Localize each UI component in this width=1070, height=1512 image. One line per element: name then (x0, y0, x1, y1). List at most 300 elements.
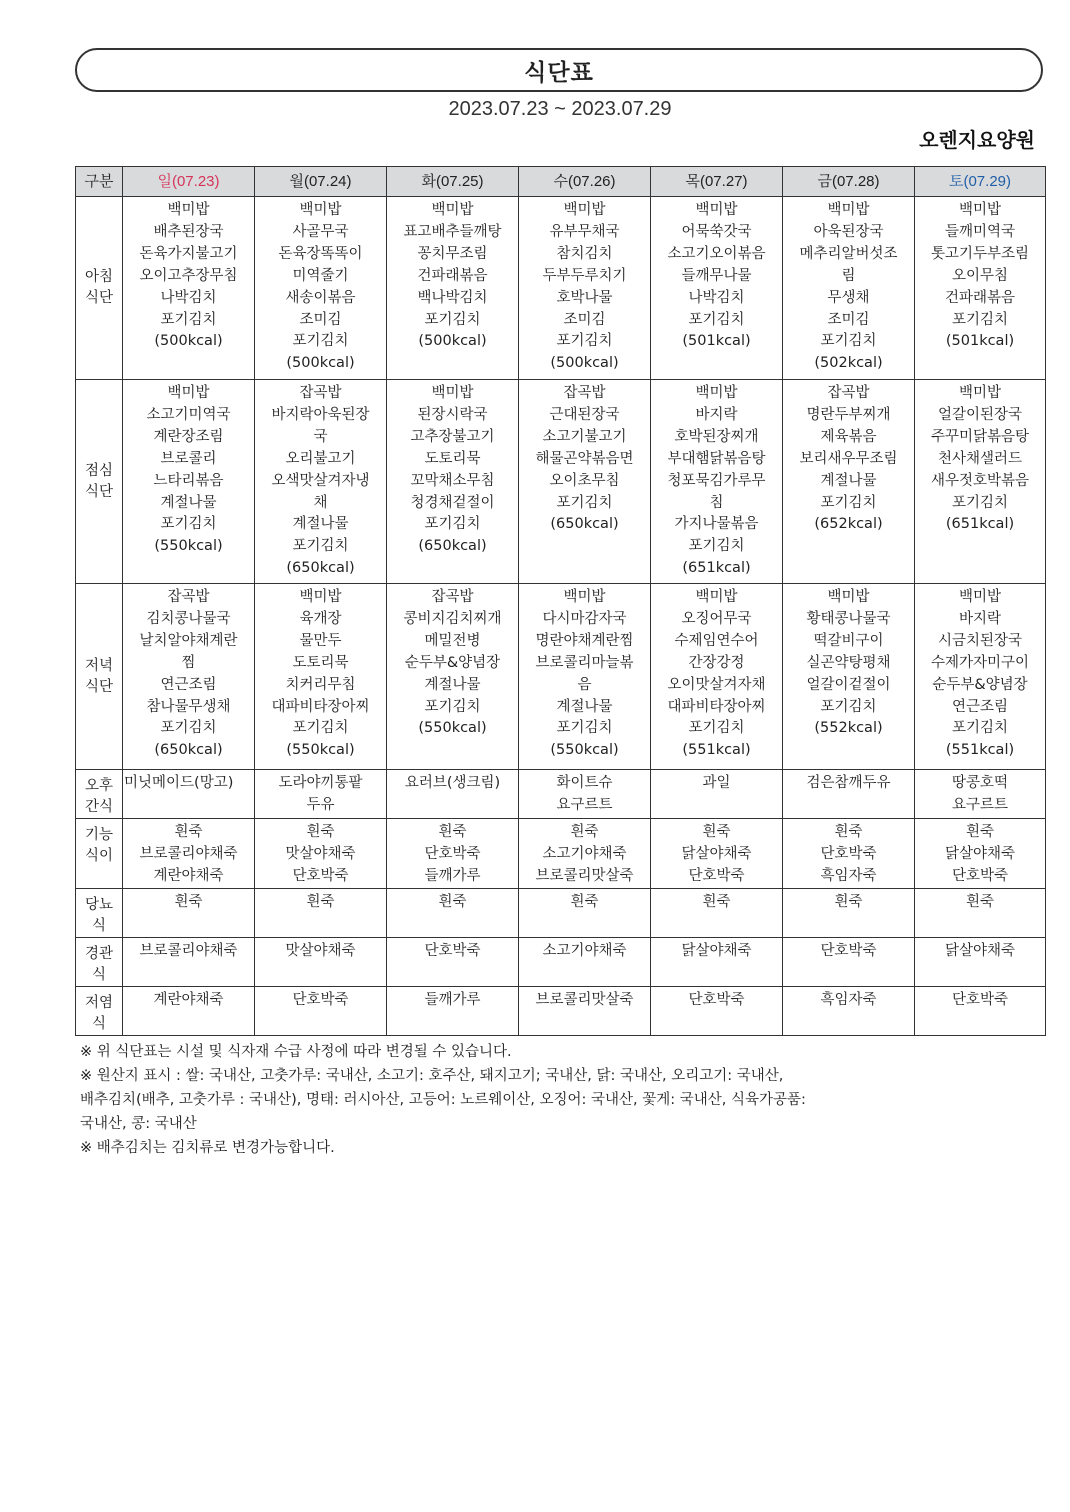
menu-item: 잡곡밥 (563, 385, 606, 401)
menu-item: 포기김치 (688, 538, 745, 555)
menu-item: 단호박죽 (688, 991, 745, 1008)
menu-item: 포기김치 (820, 333, 877, 350)
menu-item: (500kcal) (550, 355, 619, 372)
menu-item: (500kcal) (418, 333, 487, 350)
notes (80, 1040, 1040, 1160)
menu-item: 나박김치 (160, 289, 217, 306)
menu-item: 얼갈이겉절이 (806, 676, 891, 693)
row-label (76, 888, 123, 937)
menu-cell (387, 888, 519, 937)
menu-item: 계란야채죽 (153, 991, 224, 1008)
menu-item: 계절나물 (424, 676, 481, 693)
menu-item: 계란장조림 (153, 428, 224, 445)
menu-item: 백미밥 (563, 202, 606, 218)
menu-cell (783, 819, 915, 889)
menu-item: 조미김 (827, 311, 870, 328)
menu-item: 백미밥 (167, 385, 210, 401)
menu-item: 검은참깨두유 (806, 775, 891, 791)
menu-item: 참나물무생채 (146, 698, 231, 715)
row-label-line: 저염 (84, 994, 113, 1011)
menu-item: 흰죽 (965, 893, 994, 910)
menu-cell (123, 888, 255, 937)
menu-cell (651, 770, 783, 819)
menu-item: 흰죽 (702, 893, 731, 910)
row-label (76, 819, 123, 889)
menu-item: 육개장 (299, 610, 342, 627)
menu-item: 계절나물 (160, 494, 217, 511)
menu-item: 얼갈이된장국 (937, 406, 1023, 423)
menu-item: 요러브(생크림) (404, 775, 501, 791)
menu-cell (915, 937, 1046, 986)
menu-item: 돈육장똑똑이 (278, 245, 363, 262)
menu-item: 닭살야채죽 (681, 845, 752, 862)
row-label-line: 식 (91, 917, 106, 934)
menu-item: 단호박죽 (951, 991, 1009, 1008)
functional-diet-row (76, 819, 1046, 889)
menu-item: 브로콜리마늘볶 (535, 654, 634, 671)
menu-item: (650kcal) (550, 516, 619, 533)
menu-cell (651, 819, 783, 889)
diabetic-diet-row (76, 888, 1046, 937)
menu-cell (519, 986, 651, 1035)
menu-item: 포기김치 (688, 311, 745, 328)
menu-item: 아욱된장국 (813, 223, 884, 240)
menu-item: 두유 (306, 796, 335, 813)
menu-item: 잡곡밥 (167, 589, 210, 605)
menu-item: 들깨미역국 (944, 223, 1016, 240)
menu-item: 포기김치 (424, 311, 481, 328)
menu-table (75, 166, 1046, 1036)
menu-cell (915, 770, 1046, 819)
menu-item: 계절나물 (820, 472, 877, 489)
menu-item: 흰죽 (965, 824, 994, 840)
menu-cell (519, 770, 651, 819)
menu-item: 건파래볶음 (417, 267, 488, 284)
menu-item: 소고기야채죽 (542, 942, 627, 959)
note-line: ※ 원산지 표시 : 쌀: 국내산, 고춧가루: 국내산, 소고기: 호주산, 돼지고기; 국내산, 닭: 국내산, 오리고기: 국내산, (80, 1068, 784, 1084)
note-line: 배추김치(배추, 고춧가루 : 국내산), 명태: 러시아산, 고등어: 노르웨이산, 오징어: 국내산, 꽃게: 국내산, 식육가공품: (80, 1092, 806, 1108)
menu-item: 채 (313, 494, 328, 511)
row-label-line: 식이 (84, 848, 113, 864)
menu-item: 청경채겉절이 (410, 494, 495, 511)
menu-item: 돈육가지불고기 (139, 245, 238, 262)
menu-item: 침 (709, 494, 724, 511)
menu-item: 맛살야채죽 (285, 845, 356, 862)
menu-cell (651, 937, 783, 986)
menu-item: 포기김치 (160, 720, 217, 737)
menu-item: (502kcal) (814, 355, 883, 372)
page-title: 식단표 (524, 59, 594, 86)
menu-item: 단호박죽 (951, 867, 1009, 884)
menu-item: 포기김치 (951, 494, 1009, 511)
menu-item: 황태콩나물국 (806, 610, 891, 627)
menu-item: 포기김치 (556, 333, 613, 350)
menu-item: 백미밥 (827, 202, 870, 218)
menu-item: 실곤약탕평채 (806, 654, 891, 671)
menu-item: 미역줄기 (292, 267, 349, 284)
menu-item: 어묵쑥갓국 (681, 223, 752, 240)
menu-cell (387, 584, 519, 770)
menu-item: 조미김 (563, 311, 606, 328)
menu-item: 떡갈비구이 (813, 632, 884, 649)
menu-item: 참치김치 (556, 245, 613, 262)
date-range: 2023.07.23 ~ 2023.07.29 (448, 98, 672, 120)
menu-item: 톳고기두부조림 (930, 245, 1030, 262)
menu-item: 흑임자죽 (820, 991, 877, 1008)
menu-item: 요구르트 (556, 796, 613, 813)
menu-cell (123, 380, 255, 584)
menu-item: 닭살야채죽 (681, 942, 752, 959)
menu-item: 흰죽 (702, 824, 731, 840)
menu-item: 브로콜리야채죽 (139, 845, 238, 862)
menu-item: 백미밥 (695, 385, 738, 401)
menu-item: 흰죽 (306, 824, 335, 840)
menu-item: 김치콩나물국 (146, 610, 231, 627)
menu-item: 오이초무침 (549, 472, 620, 489)
menu-cell (783, 770, 915, 819)
menu-item: 메추리알버섯조 (799, 245, 898, 262)
menu-item: 단호박죽 (424, 845, 481, 862)
menu-cell (123, 197, 255, 380)
menu-item: 나박김치 (688, 289, 745, 306)
menu-cell (519, 380, 651, 584)
row-label-line: 당뇨 (84, 896, 113, 913)
menu-cell (519, 197, 651, 380)
menu-item: 연근조림 (160, 676, 217, 693)
menu-item: 포기김치 (160, 311, 217, 328)
row-label (76, 770, 123, 819)
menu-item: 백미밥 (958, 589, 1002, 605)
row-label (76, 584, 123, 770)
menu-item: 도토리묵 (292, 654, 349, 671)
row-label-line: 식단 (84, 678, 113, 695)
menu-item: 백미밥 (827, 589, 870, 605)
menu-cell (255, 819, 387, 889)
note-line: ※ 배추김치는 김치류로 변경가능합니다. (80, 1140, 335, 1156)
menu-cell (123, 986, 255, 1035)
menu-item: 소고기야채죽 (542, 845, 627, 862)
row-label-line: 기능 (84, 827, 113, 843)
menu-item: 브로콜리야채죽 (139, 942, 238, 959)
menu-cell (915, 584, 1046, 770)
title-box (75, 48, 1043, 92)
menu-cell (387, 819, 519, 889)
menu-item: 찜 (181, 654, 196, 671)
menu-item: 단호박죽 (820, 845, 877, 862)
row-label-line: 아침 (84, 269, 113, 285)
menu-item: 흰죽 (834, 893, 863, 910)
menu-item: 음 (577, 676, 592, 693)
menu-item: 들깨가루 (424, 991, 481, 1008)
menu-item: 건파래볶음 (944, 289, 1016, 306)
menu-item: (652kcal) (814, 516, 883, 533)
menu-item: 꽁치무조림 (417, 245, 488, 262)
row-label-line: 경관 (84, 945, 113, 962)
menu-item: 닭살야채죽 (944, 845, 1016, 862)
menu-item: 포기김치 (556, 720, 613, 737)
menu-item: 꼬막채소무침 (410, 472, 495, 489)
menu-item: (651kcal) (945, 516, 1015, 533)
menu-item: 오색맛살겨자냉 (271, 472, 370, 489)
row-label (76, 986, 123, 1035)
header-row (76, 167, 1046, 197)
menu-cell (651, 197, 783, 380)
day-header: 수(07.26) (519, 167, 651, 197)
menu-item: 오징어무국 (681, 610, 752, 627)
menu-cell (915, 197, 1046, 380)
menu-item: 백나박김치 (417, 289, 488, 306)
menu-cell (123, 819, 255, 889)
menu-cell (255, 380, 387, 584)
note-line: ※ 위 식단표는 시설 및 식자재 수급 사정에 따라 변경될 수 있습니다. (80, 1044, 512, 1060)
menu-item: (551kcal) (682, 742, 751, 759)
menu-item: 흰죽 (570, 824, 599, 840)
menu-item: (501kcal) (945, 333, 1015, 350)
menu-item: 도라야끼통팥 (278, 775, 363, 791)
menu-item: (650kcal) (418, 538, 487, 555)
menu-cell (387, 197, 519, 380)
menu-item: 보리새우무조림 (799, 450, 898, 467)
menu-item: 소고기오이볶음 (667, 245, 766, 262)
menu-cell (123, 770, 255, 819)
row-label-line: 간식 (84, 799, 113, 815)
menu-item: 백미밥 (167, 202, 210, 218)
corner-header: 구분 (76, 167, 123, 197)
row-label-line: 저녁 (84, 657, 113, 674)
menu-item: 무생채 (827, 289, 870, 306)
menu-item: 백미밥 (299, 589, 342, 605)
menu-cell (651, 888, 783, 937)
menu-item: 백미밥 (299, 202, 342, 218)
menu-cell (783, 584, 915, 770)
menu-cell (783, 986, 915, 1035)
menu-item: 단호박죽 (820, 942, 877, 959)
menu-item: 백미밥 (431, 202, 474, 218)
menu-item: 맛살야채죽 (285, 942, 356, 959)
menu-item: 바지락 (958, 610, 1002, 627)
menu-item: 들깨무나물 (681, 267, 752, 284)
menu-item: 오리불고기 (285, 450, 356, 467)
menu-item: 흰죽 (834, 824, 863, 840)
menu-item: 흰죽 (570, 893, 599, 910)
menu-cell (255, 937, 387, 986)
menu-item: 부대햄닭볶음탕 (667, 450, 766, 467)
menu-item: 간장강정 (688, 654, 745, 671)
menu-item: 된장시락국 (417, 406, 488, 423)
menu-item: 백미밥 (431, 385, 474, 401)
menu-item: 잡곡밥 (827, 385, 870, 401)
menu-cell (123, 937, 255, 986)
menu-item: 주꾸미닭볶음탕 (930, 428, 1030, 445)
menu-item: 조미김 (299, 311, 342, 328)
menu-item: 브로콜리맛살죽 (535, 867, 634, 884)
note-line: 국내산, 콩: 국내산 (80, 1116, 197, 1132)
menu-item: 유부무채국 (549, 223, 620, 240)
menu-item: (550kcal) (550, 742, 619, 759)
menu-item: (500kcal) (286, 355, 355, 372)
menu-item: 포기김치 (424, 698, 481, 715)
menu-cell (783, 888, 915, 937)
menu-cell (915, 888, 1046, 937)
menu-item: (650kcal) (286, 560, 355, 577)
menu-item: 명란두부찌개 (806, 406, 891, 423)
menu-item: 해물곤약볶음면 (535, 450, 634, 467)
row-label (76, 380, 123, 584)
menu-item: 계절나물 (292, 516, 349, 533)
menu-item: 흰죽 (438, 824, 467, 840)
menu-cell (519, 584, 651, 770)
menu-item: 흰죽 (174, 824, 203, 840)
menu-cell (387, 380, 519, 584)
menu-item: 호박된장찌개 (674, 428, 759, 445)
menu-item: 근대된장국 (549, 406, 620, 423)
menu-item: 포기김치 (820, 698, 877, 715)
menu-cell (255, 770, 387, 819)
menu-cell (387, 770, 519, 819)
row-label-line: 식단 (84, 483, 113, 500)
menu-item: 백미밥 (958, 202, 1002, 218)
menu-item: 흰죽 (438, 893, 467, 910)
menu-item: 연근조림 (951, 698, 1009, 715)
menu-item: 포기김치 (160, 516, 217, 533)
menu-item: 포기김치 (556, 494, 613, 511)
tube-feeding-row (76, 937, 1046, 986)
low-salt-row (76, 986, 1046, 1035)
menu-item: 청포묵김가루무 (667, 472, 766, 489)
menu-item: (550kcal) (286, 742, 355, 759)
menu-cell (915, 380, 1046, 584)
menu-item: 배추된장국 (153, 223, 224, 240)
menu-cell (651, 986, 783, 1035)
dinner-row (76, 584, 1046, 770)
menu-item: 포기김치 (688, 720, 745, 737)
day-header: 목(07.27) (651, 167, 783, 197)
menu-cell (255, 888, 387, 937)
menu-cell (387, 986, 519, 1035)
menu-item: 들깨가루 (424, 867, 481, 884)
menu-cell (519, 937, 651, 986)
menu-item: (651kcal) (682, 560, 751, 577)
menu-cell (783, 380, 915, 584)
menu-item: 땅콩호떡 (951, 775, 1009, 791)
menu-item: 수제가자미구이 (930, 654, 1030, 671)
row-label-line: 점심 (84, 462, 113, 479)
menu-item: 잡곡밥 (431, 589, 474, 605)
lunch-row (76, 380, 1046, 584)
menu-item: 느타리볶음 (153, 472, 224, 489)
menu-item: (550kcal) (418, 720, 487, 737)
menu-item: 흑임자죽 (820, 867, 877, 884)
menu-item: 국 (313, 428, 328, 445)
menu-cell (519, 819, 651, 889)
menu-cell (123, 584, 255, 770)
menu-item: (650kcal) (154, 742, 223, 759)
menu-item: 잡곡밥 (299, 385, 342, 401)
menu-item: 포기김치 (424, 516, 481, 533)
day-header: 금(07.28) (783, 167, 915, 197)
menu-item: 백미밥 (695, 202, 738, 218)
menu-item: 흰죽 (174, 893, 203, 910)
menu-item: 브로콜리맛살죽 (535, 991, 634, 1008)
menu-item: 요구르트 (951, 796, 1009, 813)
menu-item: 대파비타장아찌 (667, 698, 766, 715)
menu-item: 메밀전병 (424, 632, 481, 649)
row-label-line: 식 (91, 966, 106, 983)
menu-item: 소고기미역국 (146, 406, 231, 423)
menu-item: 미닛메이드(망고) (124, 775, 234, 791)
menu-item: (552kcal) (814, 720, 883, 737)
row-label (76, 197, 123, 380)
menu-cell (783, 197, 915, 380)
menu-item: 바지락 (695, 406, 738, 423)
menu-item: 포기김치 (292, 333, 349, 350)
menu-item: 림 (841, 267, 856, 284)
facility-name: 오렌지요양원 (919, 128, 1035, 152)
menu-cell (255, 986, 387, 1035)
menu-item: 새우젓호박볶음 (930, 472, 1030, 489)
menu-item: 단호박죽 (688, 867, 745, 884)
menu-item: 고추장불고기 (410, 428, 495, 445)
menu-item: 명란야채계란찜 (535, 632, 634, 649)
day-header: 월(07.24) (255, 167, 387, 197)
menu-cell (783, 937, 915, 986)
menu-item: 두부두루치기 (542, 267, 627, 284)
menu-item: 오이맛살겨자채 (667, 676, 766, 693)
menu-item: 시금치된장국 (937, 632, 1023, 649)
row-label-line: 식 (91, 1015, 106, 1032)
menu-item: 순두부&양념장 (932, 676, 1028, 693)
menu-item: 단호박죽 (424, 942, 481, 959)
snack-row (76, 770, 1046, 819)
menu-item: 천사채샐러드 (937, 450, 1023, 467)
menu-item: 흰죽 (306, 893, 335, 910)
menu-item: 다시마감자국 (542, 610, 627, 627)
menu-item: 순두부&양념장 (404, 654, 501, 671)
menu-item: 오이무침 (951, 267, 1009, 284)
menu-item: 백미밥 (958, 385, 1002, 401)
menu-item: 백미밥 (563, 589, 606, 605)
menu-cell (915, 986, 1046, 1035)
menu-item: 표고배추들깨탕 (403, 223, 502, 240)
menu-item: 제육볶음 (820, 428, 877, 445)
menu-item: 포기김치 (292, 538, 349, 555)
menu-item: 백미밥 (695, 589, 738, 605)
menu-item: 브로콜리 (160, 450, 217, 467)
row-label (76, 937, 123, 986)
menu-item: 물만두 (299, 632, 342, 649)
menu-item: (500kcal) (154, 333, 223, 350)
menu-item: 날치알야채계란 (139, 632, 238, 649)
menu-item: 닭살야채죽 (944, 942, 1016, 959)
menu-cell (651, 380, 783, 584)
day-header: 토(07.29) (915, 167, 1046, 197)
day-header: 화(07.25) (387, 167, 519, 197)
menu-item: 도토리묵 (424, 450, 481, 467)
menu-item: 대파비타장아찌 (271, 698, 370, 715)
menu-item: (501kcal) (682, 333, 751, 350)
menu-item: 과일 (702, 775, 731, 791)
menu-item: 포기김치 (951, 311, 1009, 328)
menu-cell (915, 819, 1046, 889)
menu-cell (519, 888, 651, 937)
menu-item: 단호박죽 (292, 867, 349, 884)
menu-item: (551kcal) (945, 742, 1015, 759)
menu-item: 가지나물볶음 (674, 516, 759, 533)
menu-item: 수제임연수어 (674, 632, 759, 649)
menu-item: 소고기불고기 (542, 428, 627, 445)
menu-cell (651, 584, 783, 770)
menu-item: 콩비지김치찌개 (403, 610, 502, 627)
